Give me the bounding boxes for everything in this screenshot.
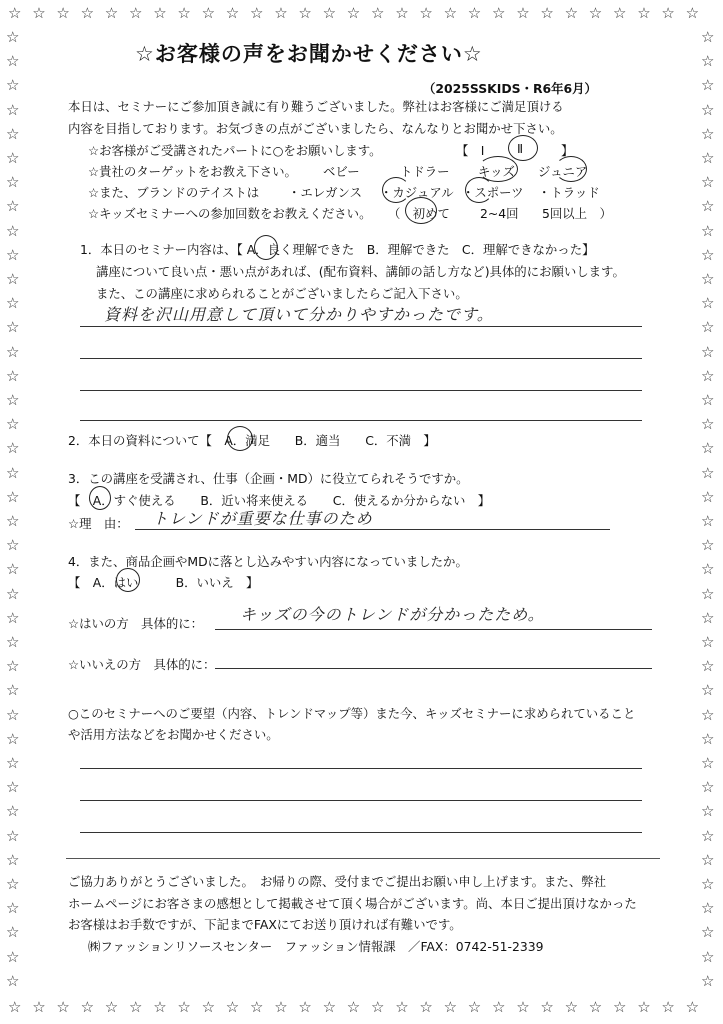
border-star: ☆ <box>274 4 288 22</box>
border-star: ☆ <box>467 998 482 1016</box>
border-star: ☆ <box>701 439 715 458</box>
border-star: ☆ <box>6 947 20 966</box>
border-star: ☆ <box>588 998 603 1016</box>
border-star: ☆ <box>6 294 20 313</box>
taste-label: ☆また、ブランドのテイストは <box>88 185 260 200</box>
footer-line-3: お客様はお手数ですが、下記までFAXにてお送り頂ければ有難いです。 <box>68 917 462 932</box>
selection-circle <box>116 568 140 592</box>
border-star: ☆ <box>177 998 191 1016</box>
selection-check <box>555 156 587 182</box>
count-2-4[interactable]: 2~4回 <box>480 206 519 221</box>
footer-line-2: ホームページにお客さまの感想として掲載させて頂く場合がございます。尚、本日ご提出頂けなかった <box>68 896 637 911</box>
border-star: ☆ <box>104 4 119 22</box>
border-star: ☆ <box>201 4 216 22</box>
page-title: ☆お客様の声をお聞かせください☆ <box>135 42 483 66</box>
request-line-1: ○このセミナーへのご要望（内容、トレンドマップ等）また今、キッズセミナーに求められていること <box>68 706 636 721</box>
border-star: ☆ <box>564 998 579 1016</box>
border-star: ☆ <box>322 4 337 22</box>
count-first[interactable]: （ 初めて <box>388 206 450 221</box>
border-star: ☆ <box>6 584 20 603</box>
selection-circle <box>254 235 278 260</box>
border-star: ☆ <box>153 998 167 1016</box>
border-star: ☆ <box>6 754 20 772</box>
border-star: ☆ <box>443 4 458 22</box>
border-star: ☆ <box>346 998 361 1016</box>
border-star: ☆ <box>588 4 603 22</box>
border-star: ☆ <box>701 705 715 724</box>
border-star: ☆ <box>637 998 651 1016</box>
border-star: ☆ <box>32 998 46 1016</box>
border-star: ☆ <box>129 4 143 22</box>
border-star: ☆ <box>201 998 216 1016</box>
border-star: ☆ <box>701 318 715 337</box>
border-star: ☆ <box>6 342 20 361</box>
yes-label: ☆はいの方 具体的に： <box>68 616 204 631</box>
border-star: ☆ <box>492 4 506 22</box>
q4-line-1: 4．また、商品企画やMDに落とし込みやすい内容になっていましたか。 <box>68 554 468 569</box>
answer-line <box>80 326 642 327</box>
border-star: ☆ <box>6 52 20 71</box>
border-star: ☆ <box>701 245 715 264</box>
border-star: ☆ <box>701 633 715 651</box>
part-label: ☆お客様がご受講されたパートに○をお願いします。 <box>88 143 382 158</box>
border-star: ☆ <box>371 998 385 1016</box>
border-star: ☆ <box>395 998 409 1016</box>
border-star: ☆ <box>346 4 361 22</box>
answer-line <box>80 768 642 769</box>
border-star: ☆ <box>153 4 167 22</box>
border-star: ☆ <box>516 998 530 1016</box>
border-star: ☆ <box>685 4 700 22</box>
part-bracket-close: 】 <box>561 143 574 158</box>
q1-line-2: 講座について良い点・悪い点があれば、(配布資料、講師の話し方など)具体的にお願いします。 <box>96 264 625 279</box>
border-star: ☆ <box>701 608 715 627</box>
border-star: ☆ <box>6 729 20 748</box>
taste-sports[interactable]: ・スポーツ <box>462 185 524 200</box>
target-junior[interactable]: ジュニア <box>538 164 588 179</box>
border-star: ☆ <box>701 802 715 821</box>
border-star: ☆ <box>467 4 482 22</box>
answer-line <box>80 358 642 359</box>
border-star: ☆ <box>6 415 20 434</box>
border-star: ☆ <box>6 439 20 458</box>
border-star: ☆ <box>701 342 715 361</box>
target-baby[interactable]: ベビー <box>323 164 360 179</box>
border-star: ☆ <box>661 4 675 22</box>
no-label: ☆いいえの方 具体的に： <box>68 657 216 672</box>
border-star: ☆ <box>540 998 554 1016</box>
border-star: ☆ <box>701 512 715 530</box>
border-star: ☆ <box>6 270 20 288</box>
border-star: ☆ <box>6 560 20 579</box>
border-star: ☆ <box>129 998 143 1016</box>
selection-circle <box>89 486 111 510</box>
border-star: ☆ <box>6 778 20 797</box>
border-star: ☆ <box>701 850 715 869</box>
border-star: ☆ <box>395 4 409 22</box>
border-star: ☆ <box>6 245 20 264</box>
target-toddler[interactable]: トドラー <box>400 164 450 179</box>
border-star: ☆ <box>6 28 20 46</box>
border-star: ☆ <box>6 463 20 482</box>
border-star: ☆ <box>177 4 191 22</box>
border-star: ☆ <box>701 173 715 192</box>
q1-handwritten-answer[interactable]: 資料を沢山用意して頂いて分かりやすかったです。 <box>104 305 494 324</box>
border-star: ☆ <box>701 584 715 603</box>
border-star: ☆ <box>701 971 715 990</box>
request-line-2: や活用方法などをお聞かせください。 <box>68 727 279 742</box>
border-star: ☆ <box>250 998 264 1016</box>
selection-circle <box>465 177 493 203</box>
border-star: ☆ <box>701 463 715 482</box>
border-star: ☆ <box>419 4 433 22</box>
q1-line-1: 1．本日のセミナー内容は、【 A．良く理解できた B．理解できた C．理解できなかった】 <box>80 242 595 257</box>
border-star: ☆ <box>6 221 20 240</box>
border-star: ☆ <box>6 391 20 409</box>
border-star: ☆ <box>298 998 312 1016</box>
border-star: ☆ <box>6 536 20 555</box>
answer-line <box>135 529 610 530</box>
part-option-1[interactable]: 【 Ⅰ <box>456 143 485 158</box>
yes-handwritten[interactable]: キッズの今のトレンドが分かったため。 <box>240 605 545 624</box>
border-star: ☆ <box>6 197 20 216</box>
border-star: ☆ <box>6 899 20 918</box>
border-star: ☆ <box>6 705 20 724</box>
answer-line <box>80 420 642 421</box>
border-star: ☆ <box>443 998 458 1016</box>
taste-trad[interactable]: ・トラッド <box>538 185 600 200</box>
border-star: ☆ <box>701 366 715 385</box>
border-star: ☆ <box>492 998 506 1016</box>
border-star: ☆ <box>701 76 715 95</box>
target-label: ☆貴社のターゲットをお教え下さい。 <box>88 164 297 179</box>
q2-line: 2．本日の資料について【 A．満足 B．適当 C．不満 】 <box>68 433 436 448</box>
border-star: ☆ <box>225 998 240 1016</box>
company-contact: ㈱ファッションリソースセンター ファッション情報課 ／FAX：0742-51-2339 <box>88 939 544 954</box>
border-star: ☆ <box>701 923 715 942</box>
border-star: ☆ <box>104 998 119 1016</box>
border-star: ☆ <box>32 4 46 22</box>
border-star: ☆ <box>56 4 70 22</box>
border-star: ☆ <box>701 729 715 748</box>
border-star: ☆ <box>6 633 20 651</box>
q4-line-2: 【 A．はい B．いいえ 】 <box>68 575 259 590</box>
answer-line <box>80 832 642 833</box>
border-star: ☆ <box>701 28 715 46</box>
border-star: ☆ <box>701 681 715 700</box>
taste-elegance[interactable]: ・エレガンス <box>288 185 362 200</box>
selection-circle <box>405 197 437 224</box>
border-star: ☆ <box>661 998 675 1016</box>
border-star: ☆ <box>6 657 20 676</box>
border-star: ☆ <box>6 923 20 942</box>
border-star: ☆ <box>6 124 20 143</box>
border-star: ☆ <box>56 998 70 1016</box>
intro-line-2: 内容を目指しております。お気づきの点がございましたら、なんなりとお聞かせ下さい。 <box>68 121 563 136</box>
border-star: ☆ <box>8 4 22 22</box>
border-star: ☆ <box>274 998 288 1016</box>
border-star: ☆ <box>613 998 627 1016</box>
q3-line-1: 3．この講座を受講され、仕事（企画・MD）に役立てられそうですか。 <box>68 471 469 486</box>
border-star: ☆ <box>701 487 715 506</box>
reason-handwritten[interactable]: トレンドが重要な仕事のため <box>152 509 373 528</box>
selection-circle <box>508 135 538 161</box>
border-star: ☆ <box>701 52 715 71</box>
border-star: ☆ <box>701 536 715 555</box>
border-star: ☆ <box>701 899 715 918</box>
border-star: ☆ <box>701 270 715 288</box>
border-star: ☆ <box>80 4 95 22</box>
border-star: ☆ <box>6 681 20 700</box>
border-star: ☆ <box>80 998 95 1016</box>
border-star: ☆ <box>225 4 240 22</box>
target-kids[interactable]: キッズ <box>478 164 515 179</box>
border-star: ☆ <box>6 149 20 167</box>
border-star: ☆ <box>8 998 22 1016</box>
border-star: ☆ <box>6 826 20 845</box>
part-option-2[interactable]: Ⅱ <box>517 141 524 156</box>
border-star: ☆ <box>701 754 715 772</box>
answer-line <box>80 800 642 801</box>
intro-line-1: 本日は、セミナーにご参加頂き誠に有り難うございました。弊社はお客様にご満足頂ける <box>68 99 564 114</box>
answer-line <box>215 668 652 669</box>
border-star: ☆ <box>701 391 715 409</box>
count-label: ☆キッズセミナーへの参加回数をお教えください。 <box>88 206 372 221</box>
border-star: ☆ <box>6 76 20 95</box>
border-star: ☆ <box>701 149 715 167</box>
border-star: ☆ <box>250 4 264 22</box>
border-star: ☆ <box>371 4 385 22</box>
border-star: ☆ <box>701 294 715 313</box>
border-star: ☆ <box>701 197 715 216</box>
border-star: ☆ <box>419 998 433 1016</box>
border-star: ☆ <box>701 947 715 966</box>
border-star: ☆ <box>701 415 715 434</box>
footer-line-1: ご協力ありがとうございました。 お帰りの際、受付までご提出お願い申し上げます。また、弊社 <box>68 874 606 889</box>
border-star: ☆ <box>6 100 20 119</box>
border-star: ☆ <box>701 657 715 676</box>
selection-circle <box>227 426 253 451</box>
border-star: ☆ <box>701 875 715 893</box>
border-star: ☆ <box>6 318 20 337</box>
border-star: ☆ <box>701 826 715 845</box>
count-5plus[interactable]: 5回以上 ） <box>542 206 612 221</box>
border-star: ☆ <box>685 998 700 1016</box>
border-star: ☆ <box>6 173 20 192</box>
selection-circle <box>382 177 410 203</box>
border-star: ☆ <box>701 100 715 119</box>
border-star: ☆ <box>516 4 530 22</box>
border-star: ☆ <box>6 875 20 893</box>
border-star: ☆ <box>564 4 579 22</box>
footer-divider <box>66 858 660 859</box>
border-star: ☆ <box>6 366 20 385</box>
border-star: ☆ <box>6 802 20 821</box>
border-star: ☆ <box>6 971 20 990</box>
form-code: （2025SSKIDS・R6年6月） <box>423 81 597 96</box>
border-star: ☆ <box>701 778 715 797</box>
taste-casual[interactable]: ・カジュアル <box>380 185 454 200</box>
answer-line <box>80 390 642 391</box>
q3-line-2: 【 A．すぐ使える B．近い将来使える C．使えるか分からない 】 <box>68 493 491 508</box>
border-star: ☆ <box>298 4 312 22</box>
border-star: ☆ <box>701 124 715 143</box>
border-star: ☆ <box>6 850 20 869</box>
q1-line-3: また、この講座に求められることがございましたらご記入下さい。 <box>96 286 468 301</box>
border-star: ☆ <box>540 4 554 22</box>
border-star: ☆ <box>6 608 20 627</box>
border-star: ☆ <box>6 512 20 530</box>
border-star: ☆ <box>613 4 627 22</box>
border-star: ☆ <box>637 4 651 22</box>
border-star: ☆ <box>6 487 20 506</box>
border-star: ☆ <box>701 221 715 240</box>
reason-label: ☆理 由： <box>68 516 129 531</box>
border-star: ☆ <box>701 560 715 579</box>
border-star: ☆ <box>322 998 337 1016</box>
answer-line <box>215 629 652 630</box>
